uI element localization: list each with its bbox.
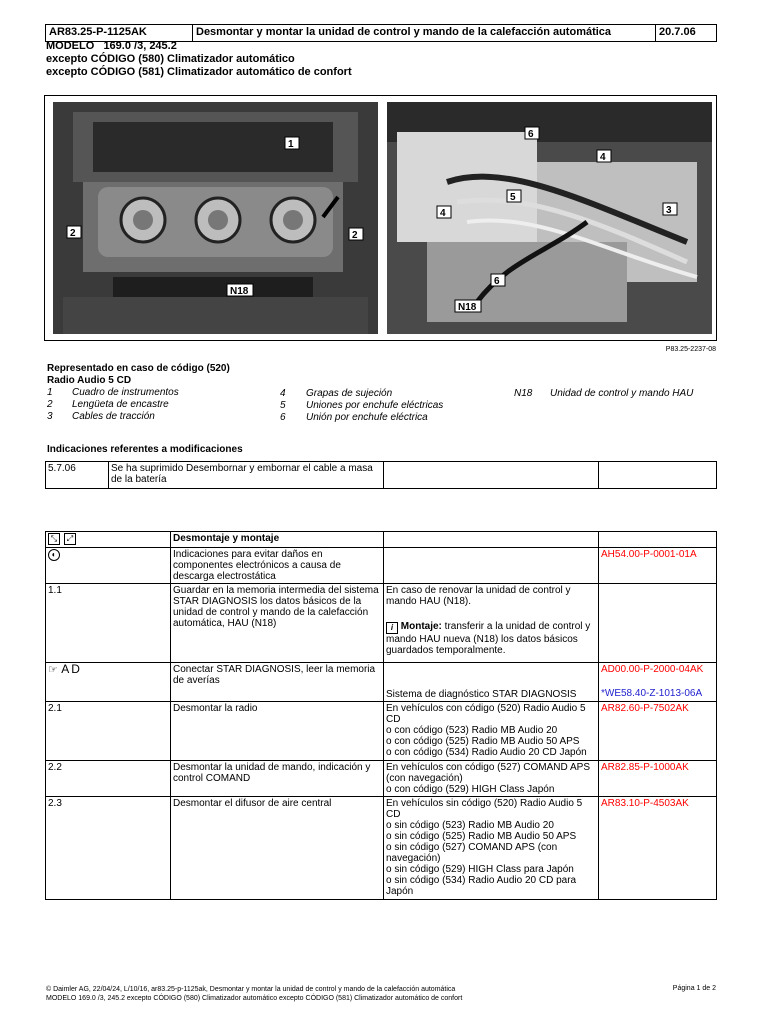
step-ref-link[interactable]: AD00.00-P-2000-04AK xyxy=(601,664,704,675)
step-number: 1.1 xyxy=(46,584,171,663)
montaje-note: i Montaje: transferir a la unidad de control y mando HAU nueva (N18) los datos básicos guardados temporalmente. xyxy=(386,621,591,656)
callout-4-left: 4 xyxy=(440,208,446,219)
esd-warning-icon: ◐ xyxy=(48,549,60,561)
callout-4-right: 4 xyxy=(600,152,606,163)
callout-5: 5 xyxy=(510,192,516,203)
figure-frame xyxy=(44,95,717,341)
model-block xyxy=(46,40,352,79)
step-ref-link[interactable]: AR82.85-P-1000AK xyxy=(599,761,717,797)
table-row xyxy=(46,584,717,663)
collapse-icon[interactable]: ⤢ xyxy=(64,533,76,545)
mod-date: 5.7.06 xyxy=(46,462,109,489)
step-ref-link[interactable]: AR83.10-P-4503AK xyxy=(599,797,717,900)
doc-date: 20.7.06 xyxy=(656,25,717,42)
info-icon: i xyxy=(386,622,398,634)
table-row xyxy=(46,761,717,797)
legend-item: N18 Unidad de control y mando HAU xyxy=(514,388,694,399)
callout-1: 1 xyxy=(288,139,294,150)
legend-item: 4 Grapas de sujeción xyxy=(280,388,393,399)
step-action: Desmontar la radio xyxy=(171,702,384,761)
doc-id: AR83.25-P-1125AK xyxy=(46,25,193,42)
step-action: Desmontar la unidad de mando, indicación y control COMAND xyxy=(171,761,384,797)
step-number: 2.1 xyxy=(46,702,171,761)
table-header-row xyxy=(46,532,717,548)
step-action: Conectar STAR DIAGNOSIS, leer la memoria de averías xyxy=(171,663,384,702)
callout-6-top: 6 xyxy=(528,129,534,140)
callout-n18-left: N18 xyxy=(230,286,249,297)
procedure-heading: Desmontaje y montaje xyxy=(171,532,384,548)
step-note: En vehículos con código (520) Radio Audio 5 CD o con código (523) Radio MB Audio 20 o con código (525) Radio MB Audio 50 APS o con código (534) Radio Audio 20 CD Japón xyxy=(384,702,599,761)
step-note: En caso de renovar la unidad de control y mando HAU (N18). xyxy=(386,585,571,607)
footer-line-2: MODELO 169.0 /3, 245.2 excepto CÓDIGO (580) Climatizador automático excepto CÓDIGO (581) Climatizador automático de confort xyxy=(46,995,463,1002)
mod-text: Se ha suprimido Desembornar y embornar el cable a masa de la batería xyxy=(109,462,384,489)
expand-icon[interactable]: ⤡ xyxy=(48,533,60,545)
callout-n18-right: N18 xyxy=(458,302,477,313)
figure-ref: P83.25-2237-08 xyxy=(665,346,716,353)
footer xyxy=(46,985,462,1003)
callout-3: 3 xyxy=(666,205,672,216)
step-number: 2.2 xyxy=(46,761,171,797)
footer-line-1: © Daimler AG, 22/04/24, L/10/16, ar83.25-p-1125ak, Desmontar y montar la unidad de control y mando de la calefacción automática xyxy=(46,986,456,993)
model-line-1: MODELO 169.0 /3, 245.2 xyxy=(46,40,177,52)
table-row xyxy=(46,462,717,489)
doc-title: Desmontar y montar la unidad de control y mando de la calefacción automática xyxy=(193,25,656,42)
legend-item: 1 Cuadro de instrumentos xyxy=(47,387,179,398)
step-number: AD xyxy=(61,662,82,676)
step-action: Guardar en la memoria intermedia del sistema STAR DIAGNOSIS los datos básicos de la unidad de control y mando de la calefacción automática, HAU (N18) xyxy=(171,584,384,663)
step-ref-link[interactable]: AR82.60-P-7502AK xyxy=(599,702,717,761)
model-line-2: excepto CÓDIGO (580) Climatizador automático xyxy=(46,53,295,65)
legend-col-2 xyxy=(280,388,444,424)
callout-2-right: 2 xyxy=(352,230,358,241)
photo-left xyxy=(53,102,378,334)
modifications-heading: Indicaciones referentes a modificaciones xyxy=(47,444,243,455)
callout-2-left: 2 xyxy=(70,228,76,239)
table-row xyxy=(46,548,717,584)
legend-col-1 xyxy=(47,387,179,423)
model-line-3: excepto CÓDIGO (581) Climatizador automático de confort xyxy=(46,66,352,78)
represented-line-2: Radio Audio 5 CD xyxy=(47,375,132,386)
photo-right xyxy=(387,102,712,334)
legend-item: 2 Lengüeta de encastre xyxy=(47,399,169,410)
page-number: Página 1 de 2 xyxy=(672,985,716,992)
legend-item: 3 Cables de tracción xyxy=(47,411,155,422)
table-row xyxy=(46,702,717,761)
legend-item: 5 Uniones por enchufe eléctricas xyxy=(280,400,444,411)
step-action: Desmontar el difusor de aire central xyxy=(171,797,384,900)
diagnosis-icon: ☞ xyxy=(48,664,58,676)
procedure-table xyxy=(45,531,717,900)
step-ref-link-2[interactable]: *WE58.40-Z-1013-06A xyxy=(601,688,703,699)
step-ref-link[interactable]: AH54.00-P-0001-01A xyxy=(599,548,717,584)
step-number: 2.3 xyxy=(46,797,171,900)
step-note: En vehículos con código (527) COMAND APS (con navegación) o con código (529) HIGH Class Japón xyxy=(384,761,599,797)
modifications-table xyxy=(45,461,717,489)
legend-col-3 xyxy=(514,388,694,400)
legend-item: 6 Unión por enchufe eléctrica xyxy=(280,412,428,423)
represented-line-1: Representado en caso de código (520) xyxy=(47,363,230,374)
table-row xyxy=(46,797,717,900)
step-note: En vehículos sin código (520) Radio Audio 5 CD o sin código (523) Radio MB Audio 20 o sin código (525) Radio MB Audio 50 APS o sin código (527) COMAND APS (con navegación) o sin código (529) HIGH Class para Japón o sin código (534) Radio Audio 20 CD para Japón xyxy=(384,797,599,900)
step-action: Indicaciones para evitar daños en componentes electrónicos a causa de descarga electrostática xyxy=(171,548,384,584)
represented-note xyxy=(47,363,230,387)
step-note: Sistema de diagnóstico STAR DIAGNOSIS xyxy=(384,663,599,702)
table-row xyxy=(46,663,717,702)
callout-6-bottom: 6 xyxy=(494,276,500,287)
